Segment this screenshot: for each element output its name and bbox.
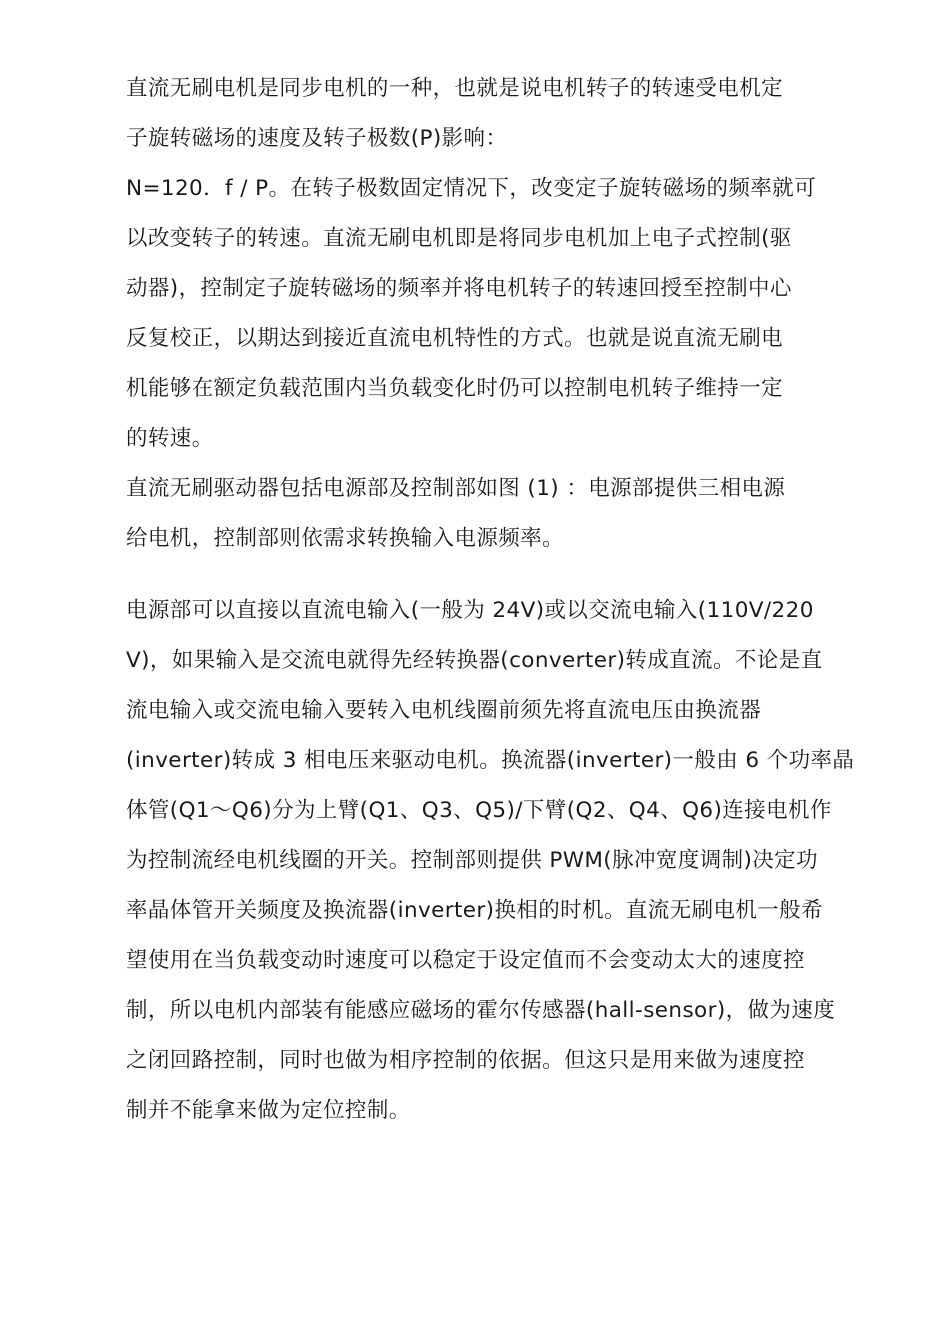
- paragraph-4-line-9: 制，所以电机内部装有能感应磁场的霍尔传感器(hall-sensor)，做为速度: [126, 998, 836, 1023]
- paragraph-3-line-2: 给电机，控制部则依需求转换输入电源频率。: [126, 526, 565, 551]
- paragraph-4-line-8: 望使用在当负载变动时速度可以稳定于设定值而不会变动太大的速度控: [126, 948, 805, 973]
- paragraph-4-line-11: 制并不能拿来做为定位控制。: [126, 1098, 411, 1123]
- paragraph-4-line-3: 流电输入或交流电输入要转入电机线圈前须先将直流电压由换流器: [126, 698, 762, 723]
- paragraph-2-line-4: 反复校正，以期达到接近直流电机特性的方式。也就是说直流无刷电: [126, 326, 784, 351]
- paragraph-2-line-1: N=120．f / P。在转子极数固定情况下，改变定子旋转磁场的频率就可: [126, 176, 816, 201]
- paragraph-4-line-2: V)，如果输入是交流电就得先经转换器(converter)转成直流。不论是直: [126, 648, 823, 673]
- paragraph-1-line-1: 直流无刷电机是同步电机的一种，也就是说电机转子的转速受电机定: [126, 76, 784, 101]
- paragraph-4-line-6: 为控制流经电机线圈的开关。控制部则提供 PWM(脉冲宽度调制)决定功: [126, 848, 818, 873]
- paragraph-1-line-2: 子旋转磁场的速度及转子极数(P)影响：: [126, 126, 508, 151]
- paragraph-4-line-7: 率晶体管开关频度及换流器(inverter)换相的时机。直流无刷电机一般希: [126, 898, 823, 923]
- paragraph-4-line-5: 体管(Q1～Q6)分为上臂(Q1、Q3、Q5)/下臂(Q2、Q4、Q6)连接电机作: [126, 798, 832, 823]
- paragraph-2-line-6: 的转速。: [126, 426, 214, 451]
- paragraph-4-line-4: (inverter)转成 3 相电压来驱动电机。换流器(inverter)一般由 6 个功率晶: [126, 748, 855, 773]
- paragraph-2-line-2: 以改变转子的转速。直流无刷电机即是将同步电机加上电子式控制(驱: [126, 226, 792, 251]
- paragraph-4-line-1: 电源部可以直接以直流电输入(一般为 24V)或以交流电输入(110V/220: [126, 598, 814, 623]
- paragraph-3-line-1: 直流无刷驱动器包括电源部及控制部如图 (1) ：电源部提供三相电源: [126, 476, 786, 501]
- paragraph-4-line-10: 之闭回路控制，同时也做为相序控制的依据。但这只是用来做为速度控: [126, 1048, 805, 1073]
- paragraph-2-line-3: 动器)，控制定子旋转磁场的频率并将电机转子的转速回授至控制中心: [126, 276, 792, 301]
- paragraph-2-line-5: 机能够在额定负载范围内当负载变化时仍可以控制电机转子维持一定: [126, 376, 784, 401]
